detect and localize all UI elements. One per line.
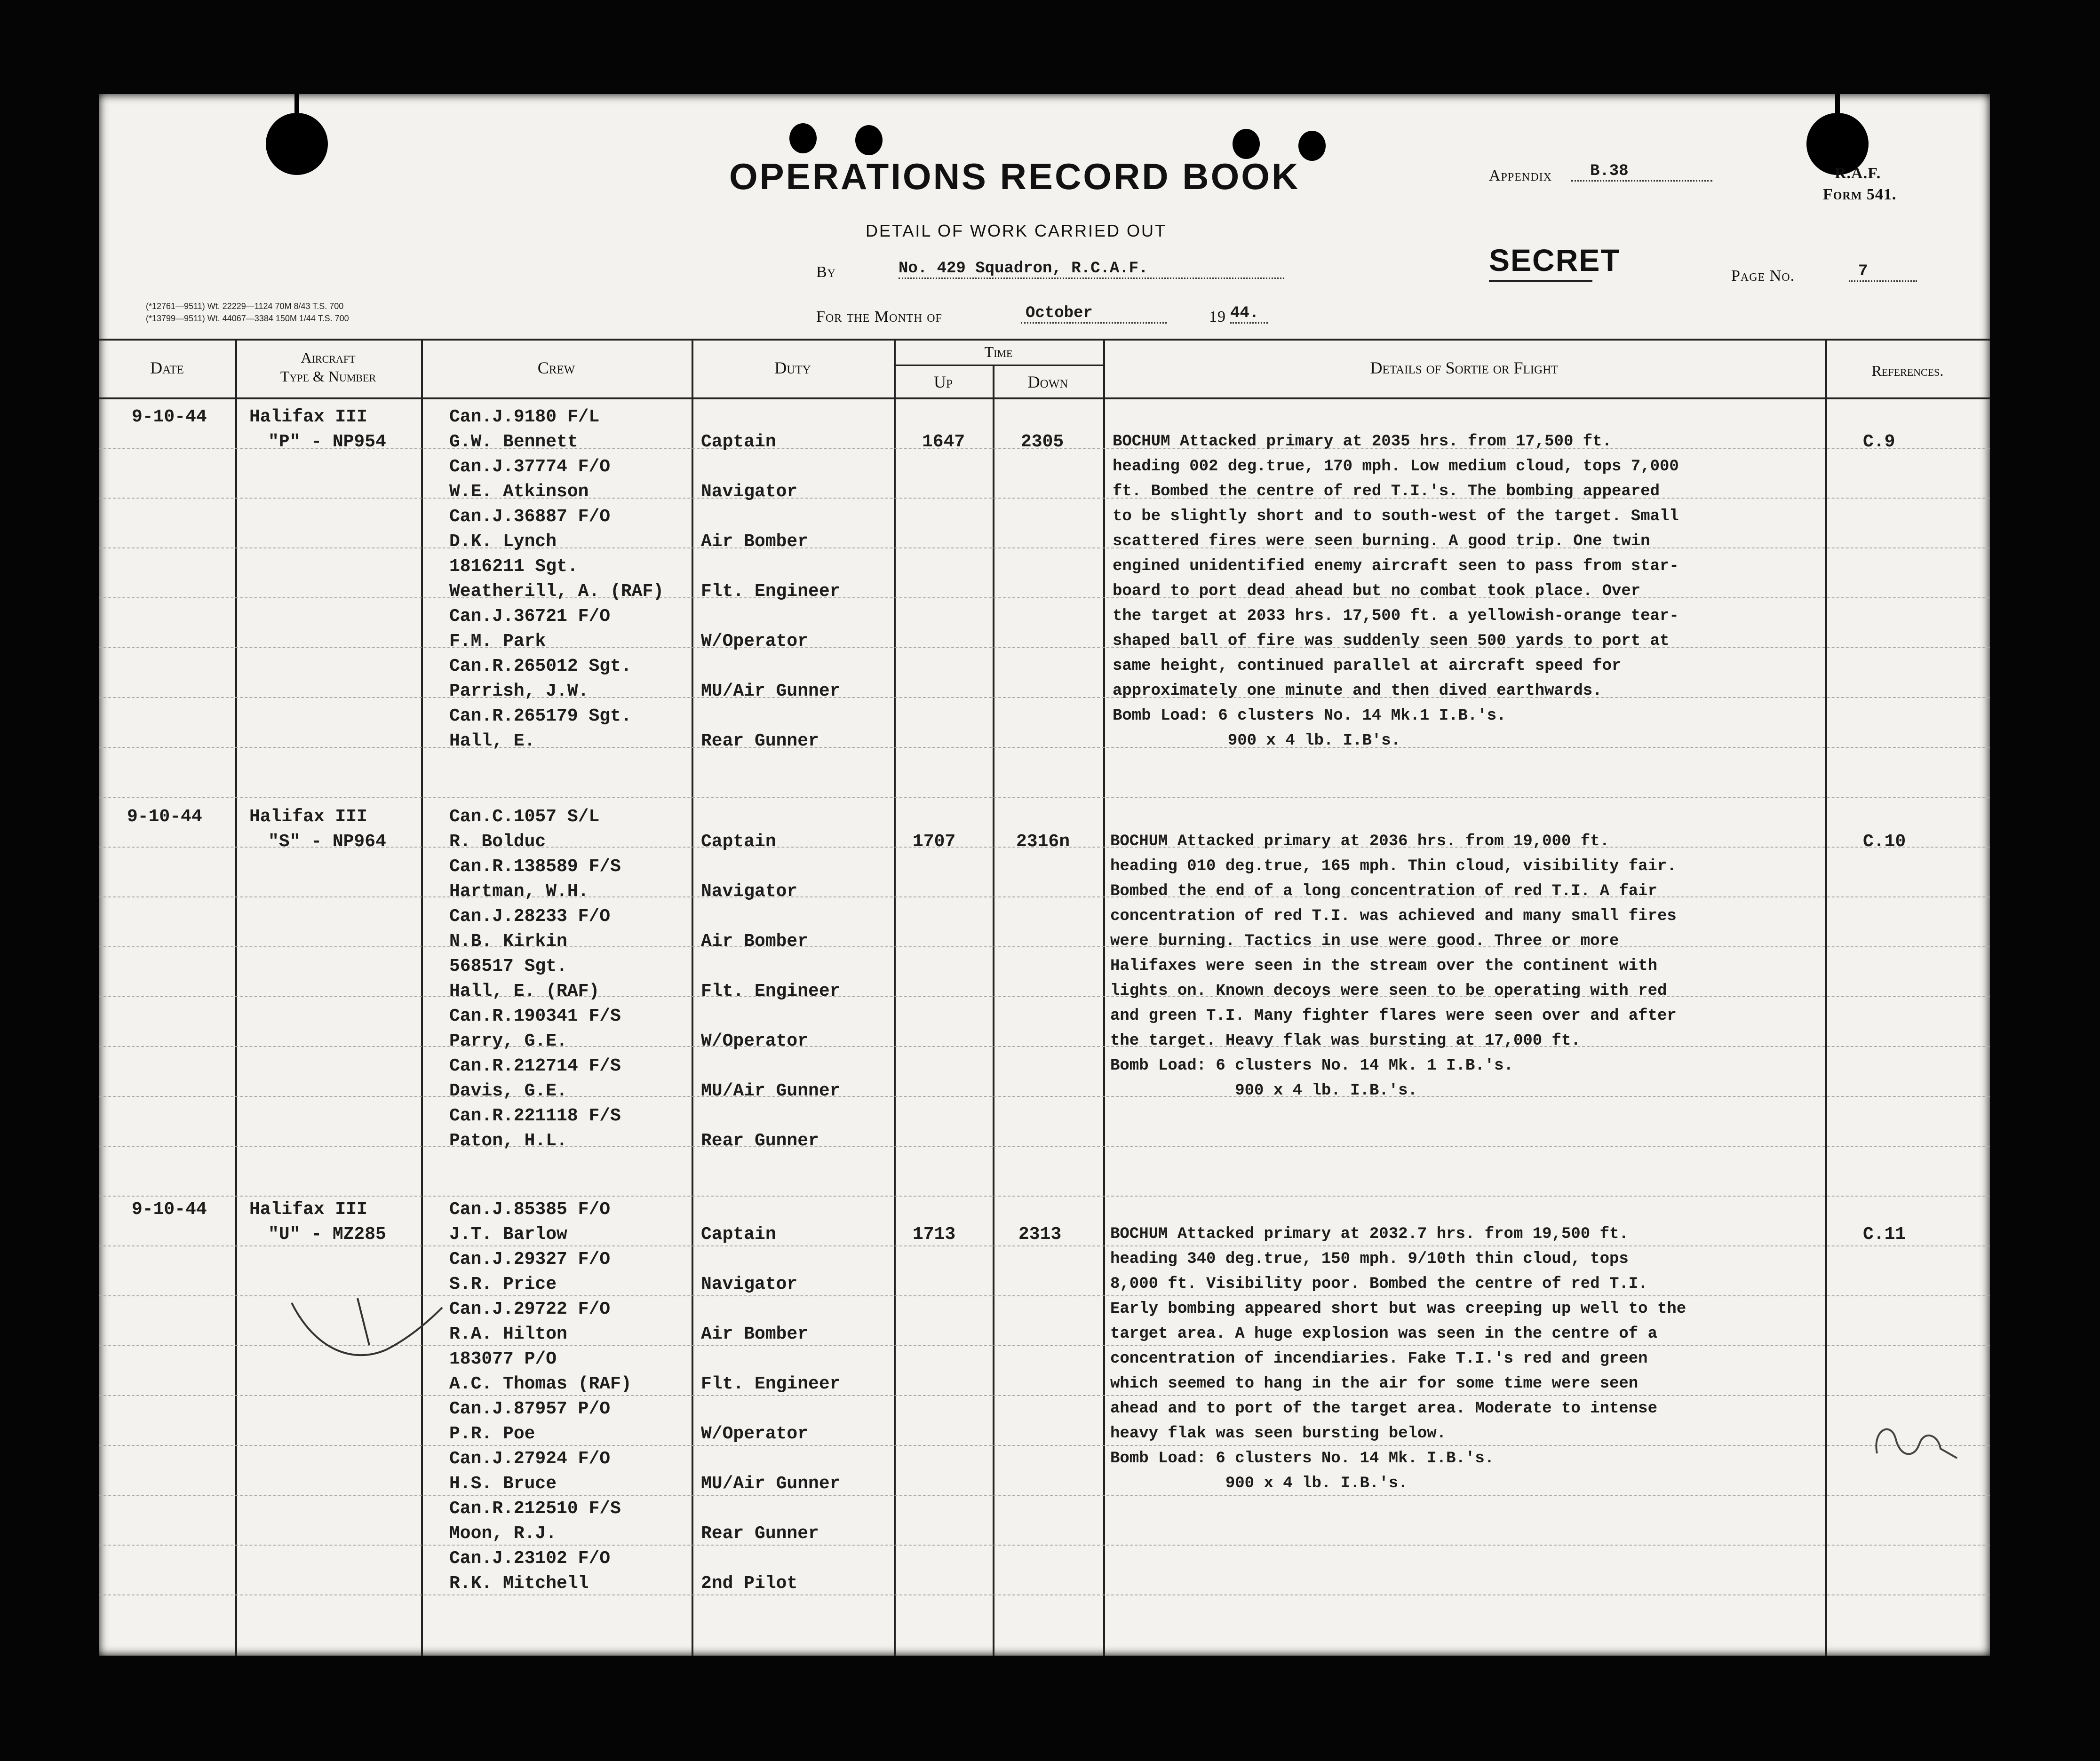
- crew-member: N.B. Kirkin: [449, 931, 567, 952]
- crew-member: Hall, E.: [449, 731, 535, 751]
- crew-member: D.K. Lynch: [449, 531, 557, 552]
- col-header-date: Date: [150, 358, 184, 377]
- details-line: BOCHUM Attacked primary at 2032.7 hrs. from 19,500 ft.: [1110, 1225, 1629, 1243]
- crew-member: Can.J.23102 F/O: [449, 1548, 611, 1569]
- crew-member: Can.R.212714 F/S: [449, 1056, 621, 1076]
- crew-member: Can.J.87957 P/O: [449, 1399, 611, 1419]
- crew-member: W.E. Atkinson: [449, 482, 589, 502]
- col-header-details: Details of Sortie or Flight: [1370, 358, 1559, 377]
- details-line: Bomb Load: 6 clusters No. 14 Mk. 1 I.B.'s.: [1110, 1057, 1513, 1075]
- time-down: 2316n: [1016, 832, 1070, 852]
- secret-stamp: SECRET: [1489, 243, 1621, 278]
- duty: Flt. Engineer: [701, 1374, 841, 1394]
- details-line: heading 340 deg.true, 150 mph. 9/10th thin cloud, tops: [1110, 1250, 1629, 1268]
- punch-hole-notch-left: [294, 94, 299, 116]
- page-subtitle: DETAIL OF WORK CARRIED OUT: [866, 221, 1167, 240]
- page-no-label: Page No.: [1731, 267, 1795, 285]
- crew-member: Can.J.28233 F/O: [449, 906, 611, 927]
- handwritten-tick-mark: [287, 1293, 452, 1373]
- crew-member: R.K. Mitchell: [449, 1573, 589, 1594]
- details-line: same height, continued parallel at aircraft speed for: [1113, 657, 1622, 675]
- time-up: 1713: [913, 1224, 956, 1245]
- handwritten-initials: [1858, 1411, 1971, 1472]
- crew-member: Can.C.1057 S/L: [449, 807, 600, 827]
- crew-member: Can.J.27924 F/O: [449, 1449, 611, 1469]
- details-line: shaped ball of fire was suddenly seen 500 yards to port at: [1113, 632, 1670, 650]
- punch-dot: [855, 125, 883, 155]
- details-line: the target. Heavy flak was bursting at 17,000 ft.: [1110, 1032, 1581, 1050]
- crew-member: Can.R.265179 Sgt.: [449, 706, 632, 726]
- crew-member: J.T. Barlow: [449, 1224, 567, 1245]
- duty: Flt. Engineer: [701, 981, 841, 1001]
- crew-member: P.R. Poe: [449, 1424, 535, 1444]
- time-down: 2305: [1021, 432, 1064, 452]
- reference: C.10: [1863, 832, 1906, 852]
- duty: MU/Air Gunner: [701, 1474, 841, 1494]
- duty: Rear Gunner: [701, 1523, 819, 1544]
- details-line: heading 002 deg.true, 170 mph. Low medium cloud, tops 7,000: [1113, 458, 1679, 476]
- squadron-name: No. 429 Squadron, R.C.A.F.: [899, 260, 1284, 279]
- details-line: scattered fires were seen burning. A good trip. One twin: [1113, 532, 1650, 550]
- reference: C.11: [1863, 1224, 1906, 1245]
- col-header-down: Down: [1027, 373, 1068, 391]
- details-line: concentration of red T.I. was achieved and many small fires: [1110, 907, 1677, 925]
- details-line: 900 x 4 lb. I.B.'s.: [1110, 1082, 1417, 1100]
- duty: Air Bomber: [701, 931, 809, 952]
- year-value: 44.: [1230, 304, 1268, 324]
- crew-member: 568517 Sgt.: [449, 956, 567, 976]
- crew-member: Can.R.190341 F/S: [449, 1006, 621, 1026]
- details-line: heavy flak was seen bursting below.: [1110, 1425, 1447, 1443]
- crew-member: 183077 P/O: [449, 1349, 557, 1369]
- aircraft-number: "P" - NP954: [268, 432, 386, 452]
- appendix-value: B.38: [1571, 162, 1712, 182]
- crew-member: Davis, G.E.: [449, 1081, 567, 1101]
- aircraft-type: Halifax III: [249, 807, 367, 827]
- details-line: and green T.I. Many fighter flares were seen over and after: [1110, 1007, 1677, 1025]
- entry-date: 9-10-44: [132, 1199, 207, 1220]
- details-line: BOCHUM Attacked primary at 2035 hrs. from 17,500 ft.: [1113, 433, 1612, 451]
- details-line: BOCHUM Attacked primary at 2036 hrs. from 19,000 ft.: [1110, 833, 1609, 850]
- details-line: 8,000 ft. Visibility poor. Bombed the centre of red T.I.: [1110, 1275, 1648, 1293]
- details-line: the target at 2033 hrs. 17,500 ft. a yellowish-orange tear-: [1113, 607, 1679, 625]
- crew-member: Can.R.221118 F/S: [449, 1106, 621, 1126]
- details-line: heading 010 deg.true, 165 mph. Thin cloud, visibility fair.: [1110, 857, 1677, 875]
- crew-member: Parrish, J.W.: [449, 681, 589, 701]
- details-line: were burning. Tactics in use were good. Three or more: [1110, 932, 1619, 950]
- by-label: By: [816, 263, 836, 281]
- details-line: to be slightly short and to south-west of the target. Small: [1113, 508, 1679, 525]
- crew-member: Can.J.36721 F/O: [449, 606, 611, 627]
- crew-member: H.S. Bruce: [449, 1474, 557, 1494]
- details-line: 900 x 4 lb. I.B's.: [1113, 732, 1401, 750]
- entry-date: 9-10-44: [132, 407, 207, 427]
- details-line: which seemed to hang in the air for some time were seen: [1110, 1375, 1639, 1393]
- details-line: ft. Bombed the centre of red T.I.'s. The bombing appeared: [1113, 483, 1660, 500]
- sortie-details: [1110, 1222, 1686, 1496]
- crew-member: Can.J.85385 F/O: [449, 1199, 611, 1220]
- duty: Captain: [701, 832, 776, 852]
- duty: Air Bomber: [701, 1324, 809, 1344]
- col-header-aircraft: Aircraft: [301, 349, 356, 366]
- crew-member: A.C. Thomas (RAF): [449, 1374, 632, 1394]
- duty: W/Operator: [701, 1424, 809, 1444]
- crew-member: Weatherill, A. (RAF): [449, 581, 664, 602]
- secret-underline: [1489, 280, 1592, 282]
- crew-member: F.M. Park: [449, 631, 546, 651]
- sortie-details: [1110, 829, 1677, 1103]
- punch-dot: [1298, 131, 1326, 161]
- col-header-references: References.: [1871, 362, 1944, 379]
- details-line: lights on. Known decoys were seen to be operating with red: [1110, 982, 1667, 1000]
- col-header-duty: Duty: [774, 358, 811, 377]
- details-line: approximately one minute and then dived earthwards.: [1113, 682, 1602, 700]
- punch-hole-left: [266, 113, 328, 175]
- duty: W/Operator: [701, 631, 809, 651]
- details-line: Bombed the end of a long concentration of red T.I. A fair: [1110, 882, 1657, 900]
- form-label-number: Form 541.: [1823, 186, 1897, 203]
- details-line: Bomb Load: 6 clusters No. 14 Mk. I.B.'s.: [1110, 1450, 1495, 1468]
- aircraft-type: Halifax III: [249, 1199, 367, 1220]
- crew-member: Hall, E. (RAF): [449, 981, 600, 1001]
- month-label: For the Month of: [816, 308, 942, 325]
- col-header-crew: Crew: [537, 358, 575, 377]
- details-line: 900 x 4 lb. I.B.'s.: [1110, 1475, 1408, 1492]
- duty: Rear Gunner: [701, 1131, 819, 1151]
- col-header-aircraft-type: Type & Number: [280, 368, 376, 385]
- reference: C.9: [1863, 432, 1895, 452]
- crew-member: Can.J.9180 F/L: [449, 407, 600, 427]
- duty: 2nd Pilot: [701, 1573, 798, 1594]
- appendix-label: Appendix: [1489, 167, 1552, 184]
- entry-date: 9-10-44: [127, 807, 202, 827]
- col-header-time: Time: [984, 343, 1013, 360]
- crew-member: G.W. Bennett: [449, 432, 578, 452]
- crew-member: Can.R.212510 F/S: [449, 1499, 621, 1519]
- page-no-value: 7: [1849, 262, 1917, 282]
- crew-member: Can.R.265012 Sgt.: [449, 656, 632, 676]
- aircraft-number: "S" - NP964: [268, 832, 386, 852]
- aircraft-type: Halifax III: [249, 407, 367, 427]
- duty: Flt. Engineer: [701, 581, 841, 602]
- details-line: engined unidentified enemy aircraft seen to pass from star-: [1113, 557, 1679, 575]
- details-line: Halifaxes were seen in the stream over the continent with: [1110, 957, 1657, 975]
- crew-member: Parry, G.E.: [449, 1031, 567, 1051]
- duty: W/Operator: [701, 1031, 809, 1051]
- duty: Navigator: [701, 881, 798, 902]
- crew-member: Paton, H.L.: [449, 1131, 567, 1151]
- details-line: Bomb Load: 6 clusters No. 14 Mk.1 I.B.'s.: [1113, 707, 1506, 725]
- print-code-2: (*13799—9511) Wt. 44067—3384 150M 1/44 T.S. 700: [146, 314, 349, 323]
- duty: Captain: [701, 1224, 776, 1245]
- print-code-1: (*12761—9511) Wt. 22229—1124 70M 8/43 T.S. 700: [146, 301, 344, 311]
- crew-member: Hartman, W.H.: [449, 881, 589, 902]
- crew-member: Can.J.29327 F/O: [449, 1249, 611, 1269]
- form-label-raf: R.A.F.: [1835, 165, 1881, 182]
- duty: Captain: [701, 432, 776, 452]
- crew-member: Moon, R.J.: [449, 1523, 557, 1544]
- time-up: 1647: [922, 432, 965, 452]
- details-line: board to port dead ahead but no combat took place. Over: [1113, 582, 1641, 600]
- crew-member: R. Bolduc: [449, 832, 546, 852]
- details-line: Early bombing appeared short but was creeping up well to the: [1110, 1300, 1686, 1318]
- page-title: OPERATIONS RECORD BOOK: [729, 156, 1300, 197]
- record-page: [99, 94, 1990, 1656]
- punch-dot: [789, 123, 817, 153]
- crew-member: Can.R.138589 F/S: [449, 857, 621, 877]
- aircraft-number: "U" - MZ285: [268, 1224, 386, 1245]
- duty: MU/Air Gunner: [701, 681, 841, 701]
- duty: Rear Gunner: [701, 731, 819, 751]
- crew-member: Can.J.29722 F/O: [449, 1299, 611, 1319]
- sortie-details: [1113, 429, 1679, 754]
- crew-member: S.R. Price: [449, 1274, 557, 1294]
- duty: Navigator: [701, 1274, 798, 1294]
- details-line: concentration of incendiaries. Fake T.I.'s red and green: [1110, 1350, 1648, 1368]
- crew-member: R.A. Hilton: [449, 1324, 567, 1344]
- time-up: 1707: [913, 832, 956, 852]
- duty: Air Bomber: [701, 531, 809, 552]
- month-value: October: [1021, 304, 1167, 324]
- crew-member: Can.J.37774 F/O: [449, 457, 611, 477]
- duty: Navigator: [701, 482, 798, 502]
- details-line: target area. A huge explosion was seen in the centre of a: [1110, 1325, 1657, 1343]
- time-down: 2313: [1018, 1224, 1062, 1245]
- punch-dot: [1233, 129, 1260, 159]
- punch-hole-notch-right: [1835, 94, 1840, 116]
- year-prefix: 19: [1209, 308, 1226, 325]
- duty: MU/Air Gunner: [701, 1081, 841, 1101]
- crew-member: 1816211 Sgt.: [449, 556, 578, 577]
- crew-member: Can.J.36887 F/O: [449, 507, 611, 527]
- details-line: ahead and to port of the target area. Moderate to intense: [1110, 1400, 1657, 1418]
- col-header-up: Up: [934, 373, 953, 391]
